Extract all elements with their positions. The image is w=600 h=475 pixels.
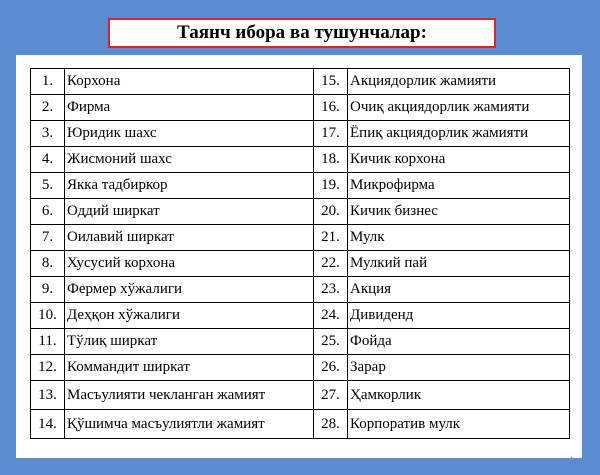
- term-cell: Фирма: [65, 95, 314, 121]
- term-cell: Дивиденд: [348, 303, 570, 329]
- term-cell: Корпоратив мулк: [348, 410, 570, 439]
- term-number-cell: 24.: [314, 303, 348, 329]
- term-number-cell: 27.: [314, 381, 348, 410]
- term-cell: Акциядорлик жамияти: [348, 69, 570, 95]
- term-number-cell: 16.: [314, 95, 348, 121]
- term-number-cell: 6.: [31, 199, 65, 225]
- term-cell: Юридик шахс: [65, 121, 314, 147]
- table-row: [31, 277, 570, 303]
- table-row: [31, 410, 570, 439]
- terms-table-body: [31, 69, 570, 439]
- term-cell: Ёпиқ акциядорлик жамияти: [348, 121, 570, 147]
- term-number-cell: 5.: [31, 173, 65, 199]
- term-cell: Оддий ширкат: [65, 199, 314, 225]
- term-cell: Кичик бизнес: [348, 199, 570, 225]
- terms-table: [30, 68, 570, 439]
- table-row: [31, 69, 570, 95]
- term-cell: Фермер хўжалиги: [65, 277, 314, 303]
- term-number-cell: 15.: [314, 69, 348, 95]
- term-number-cell: 23.: [314, 277, 348, 303]
- term-cell: Коммандит ширкат: [65, 355, 314, 381]
- term-number-cell: 25.: [314, 329, 348, 355]
- term-cell: Масъулияти чекланган жамият: [65, 381, 314, 410]
- term-number-cell: 26.: [314, 355, 348, 381]
- term-number-cell: 28.: [314, 410, 348, 439]
- term-number-cell: 3.: [31, 121, 65, 147]
- term-number-cell: 9.: [31, 277, 65, 303]
- term-number-cell: 8.: [31, 251, 65, 277]
- table-row: [31, 199, 570, 225]
- term-number-cell: 14.: [31, 410, 65, 439]
- term-number-cell: 10.: [31, 303, 65, 329]
- term-cell: Ҳамкорлик: [348, 381, 570, 410]
- term-cell: Қўшимча масъулиятли жамият: [65, 410, 314, 439]
- table-row: [31, 225, 570, 251]
- term-number-cell: 18.: [314, 147, 348, 173]
- term-number-cell: 2.: [31, 95, 65, 121]
- term-cell: Фойда: [348, 329, 570, 355]
- term-cell: Очиқ акциядорлик жамияти: [348, 95, 570, 121]
- table-row: [31, 251, 570, 277]
- slide-title: Таянч ибора ва тушунчалар:: [108, 18, 496, 48]
- term-cell: Мулкий пай: [348, 251, 570, 277]
- table-row: [31, 329, 570, 355]
- term-cell: Акция: [348, 277, 570, 303]
- term-cell: Мулк: [348, 225, 570, 251]
- term-cell: Жисмоний шахс: [65, 147, 314, 173]
- term-number-cell: 1.: [31, 69, 65, 95]
- term-number-cell: 17.: [314, 121, 348, 147]
- term-number-cell: 12.: [31, 355, 65, 381]
- term-cell: Якка тадбиркор: [65, 173, 314, 199]
- term-cell: Корхона: [65, 69, 314, 95]
- table-row: [31, 121, 570, 147]
- term-cell: Микрофирма: [348, 173, 570, 199]
- term-cell: Деҳқон хўжалиги: [65, 303, 314, 329]
- term-number-cell: 22.: [314, 251, 348, 277]
- term-number-cell: 20.: [314, 199, 348, 225]
- term-cell: Кичик корхона: [348, 147, 570, 173]
- term-number-cell: 7.: [31, 225, 65, 251]
- term-number-cell: 21.: [314, 225, 348, 251]
- table-row: [31, 147, 570, 173]
- term-number-cell: 13.: [31, 381, 65, 410]
- table-row: [31, 381, 570, 410]
- term-number-cell: 4.: [31, 147, 65, 173]
- term-cell: Тўлиқ ширкат: [65, 329, 314, 355]
- term-cell: Оилавий ширкат: [65, 225, 314, 251]
- term-number-cell: 19.: [314, 173, 348, 199]
- page-number: 4: [568, 456, 573, 465]
- term-cell: Хусусий корхона: [65, 251, 314, 277]
- table-row: [31, 173, 570, 199]
- term-cell: Зарар: [348, 355, 570, 381]
- table-row: [31, 303, 570, 329]
- content-panel: [16, 55, 582, 458]
- table-row: [31, 95, 570, 121]
- term-number-cell: 11.: [31, 329, 65, 355]
- table-row: [31, 355, 570, 381]
